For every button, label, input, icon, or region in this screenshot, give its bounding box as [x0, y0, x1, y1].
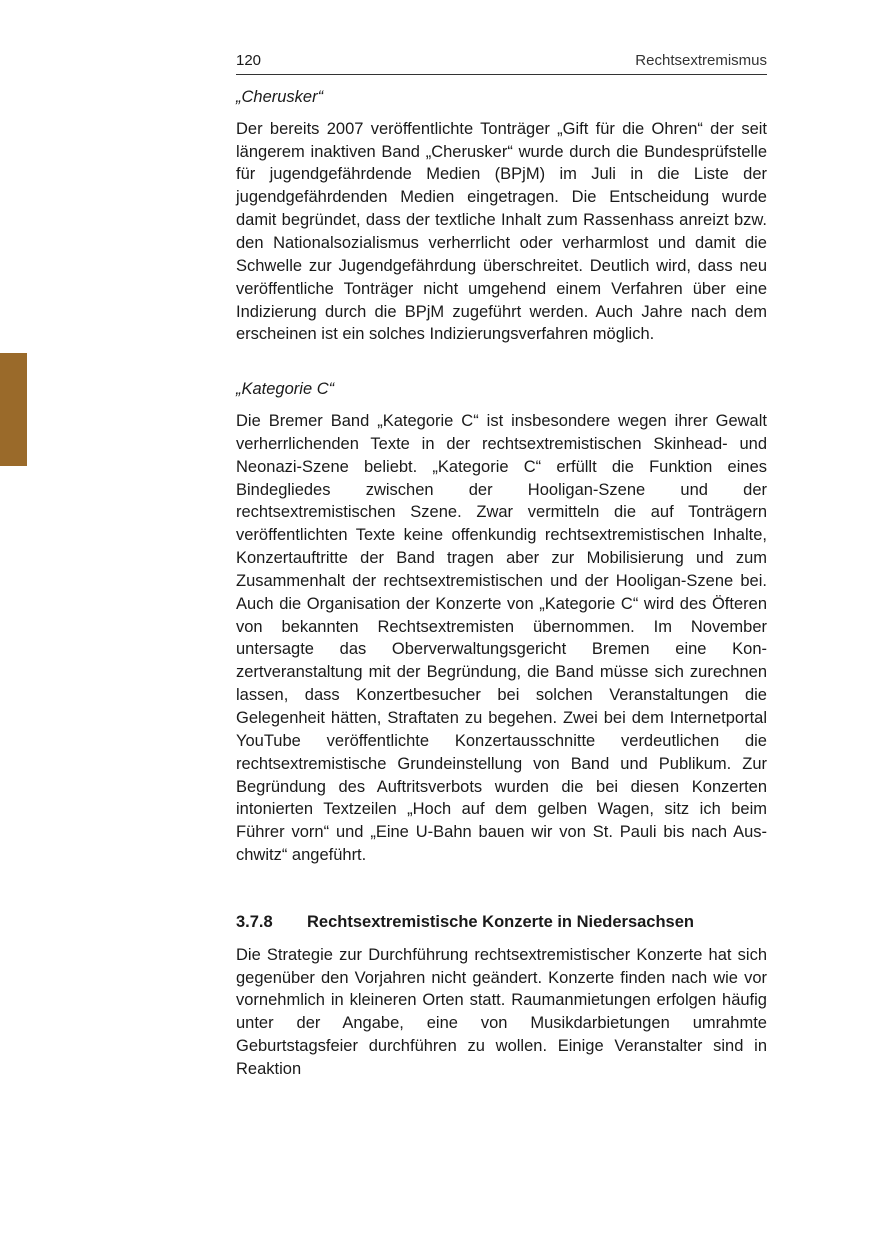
paragraph-cherusker: Der bereits 2007 veröffentlichte Tonträger „Gift für die Ohren“ der seit längerem inaktiven Band „Cherusker“ wurde durch die Bundesprüfstelle für jugendgefährdende Medien (BPjM) im Juli in die Liste der jugendgefährdenden Medien eingetragen. Die Entscheidung wurde damit begründet, dass der textliche Inhalt zum Rassenhass anreizt bzw. den Nationalsozialismus verherrlicht oder verharmlost und damit die Schwelle zur Jugendgefährdung überschreitet. Deutlich wird, dass neu veröffentliche Tonträger nicht umgehend einem Verfahren über eine Indizierung durch die BPjM zugeführt werden. Auch Jahre nach dem erscheinen ist ein solches Indizierungsverfahren möglich. [236, 119, 767, 344]
page-header [236, 50, 767, 75]
subhead-kategorie-c: „Kategorie C“ [236, 380, 335, 399]
section-number: 3.7.8 [236, 912, 273, 931]
running-title: Rechtsextremismus [635, 52, 767, 69]
paragraph-kategorie-c: Die Bremer Band „Kategorie C“ ist insbesondere wegen ihrer Gewalt verherrlichenden Texte in der rechtsextremistischen Skinhead- und Neonazi-Szene beliebt. „Kategorie C“ erfüllt die Funktion eines Bindegliedes zwischen der Hooligan-Szene und der rechtsextremistischen Szene. Zwar vermitteln die auf Tonträgern veröffentlichten Texte keine offenkundig rechtsextremistischen Inhalte, Konzertauftritte der Band tragen aber zur Mobilisierung und zum Zusammenhalt der rechtsextremistischen und der Hooligan-Szene bei. Auch die Organisation der Konzerte von „Kategorie C“ wird des Öfteren von bekannten Rechtsextremisten übernommen. Im November untersagte das Oberverwaltungsgericht Bremen eine Konzertveranstaltung mit der Begründung, die Band müsse sich zurechnen lassen, dass Konzertbesucher bei solchen Veranstaltungen die Gelegenheit hätten, Straftaten zu begehen. Zwei bei dem Internetportal YouTube veröffentlichte Konzertausschnitte verdeutlichen die rechtsextremistische Grundeinstellung von Band und Publikum. Zur Begründung des Auftritsverbots wurden die bei diesen Konzerten intonierten Textzeilen „Hoch auf dem gelben Wagen, sitz ich beim Führer vorn“ und „Eine U-Bahn bauen wir von St. Pauli bis nach Auschwitz“ angeführt. [236, 412, 767, 865]
section-title: Rechtsextremistische Konzerte in Niedersachsen [307, 912, 694, 931]
page-content [236, 86, 767, 1081]
chapter-side-tab [0, 353, 27, 466]
page-number: 120 [236, 52, 262, 69]
subhead-cherusker: „Cherusker“ [236, 88, 324, 106]
section-heading [236, 911, 767, 934]
paragraph-konzerte: Die Strategie zur Durchführung rechtsextremistischer Konzerte hat sich gegenüber den Vorjahren nicht geändert. Konzerte finden nach wie vor vornehmlich in kleineren Orten statt. Raumanmietungen erfolgen häufig unter der Angabe, eine von Musikdarbietungen umrahmte Geburtstagsfeier durchführen zu wollen. Einige Veranstalter sind in Reaktion [236, 945, 767, 1078]
